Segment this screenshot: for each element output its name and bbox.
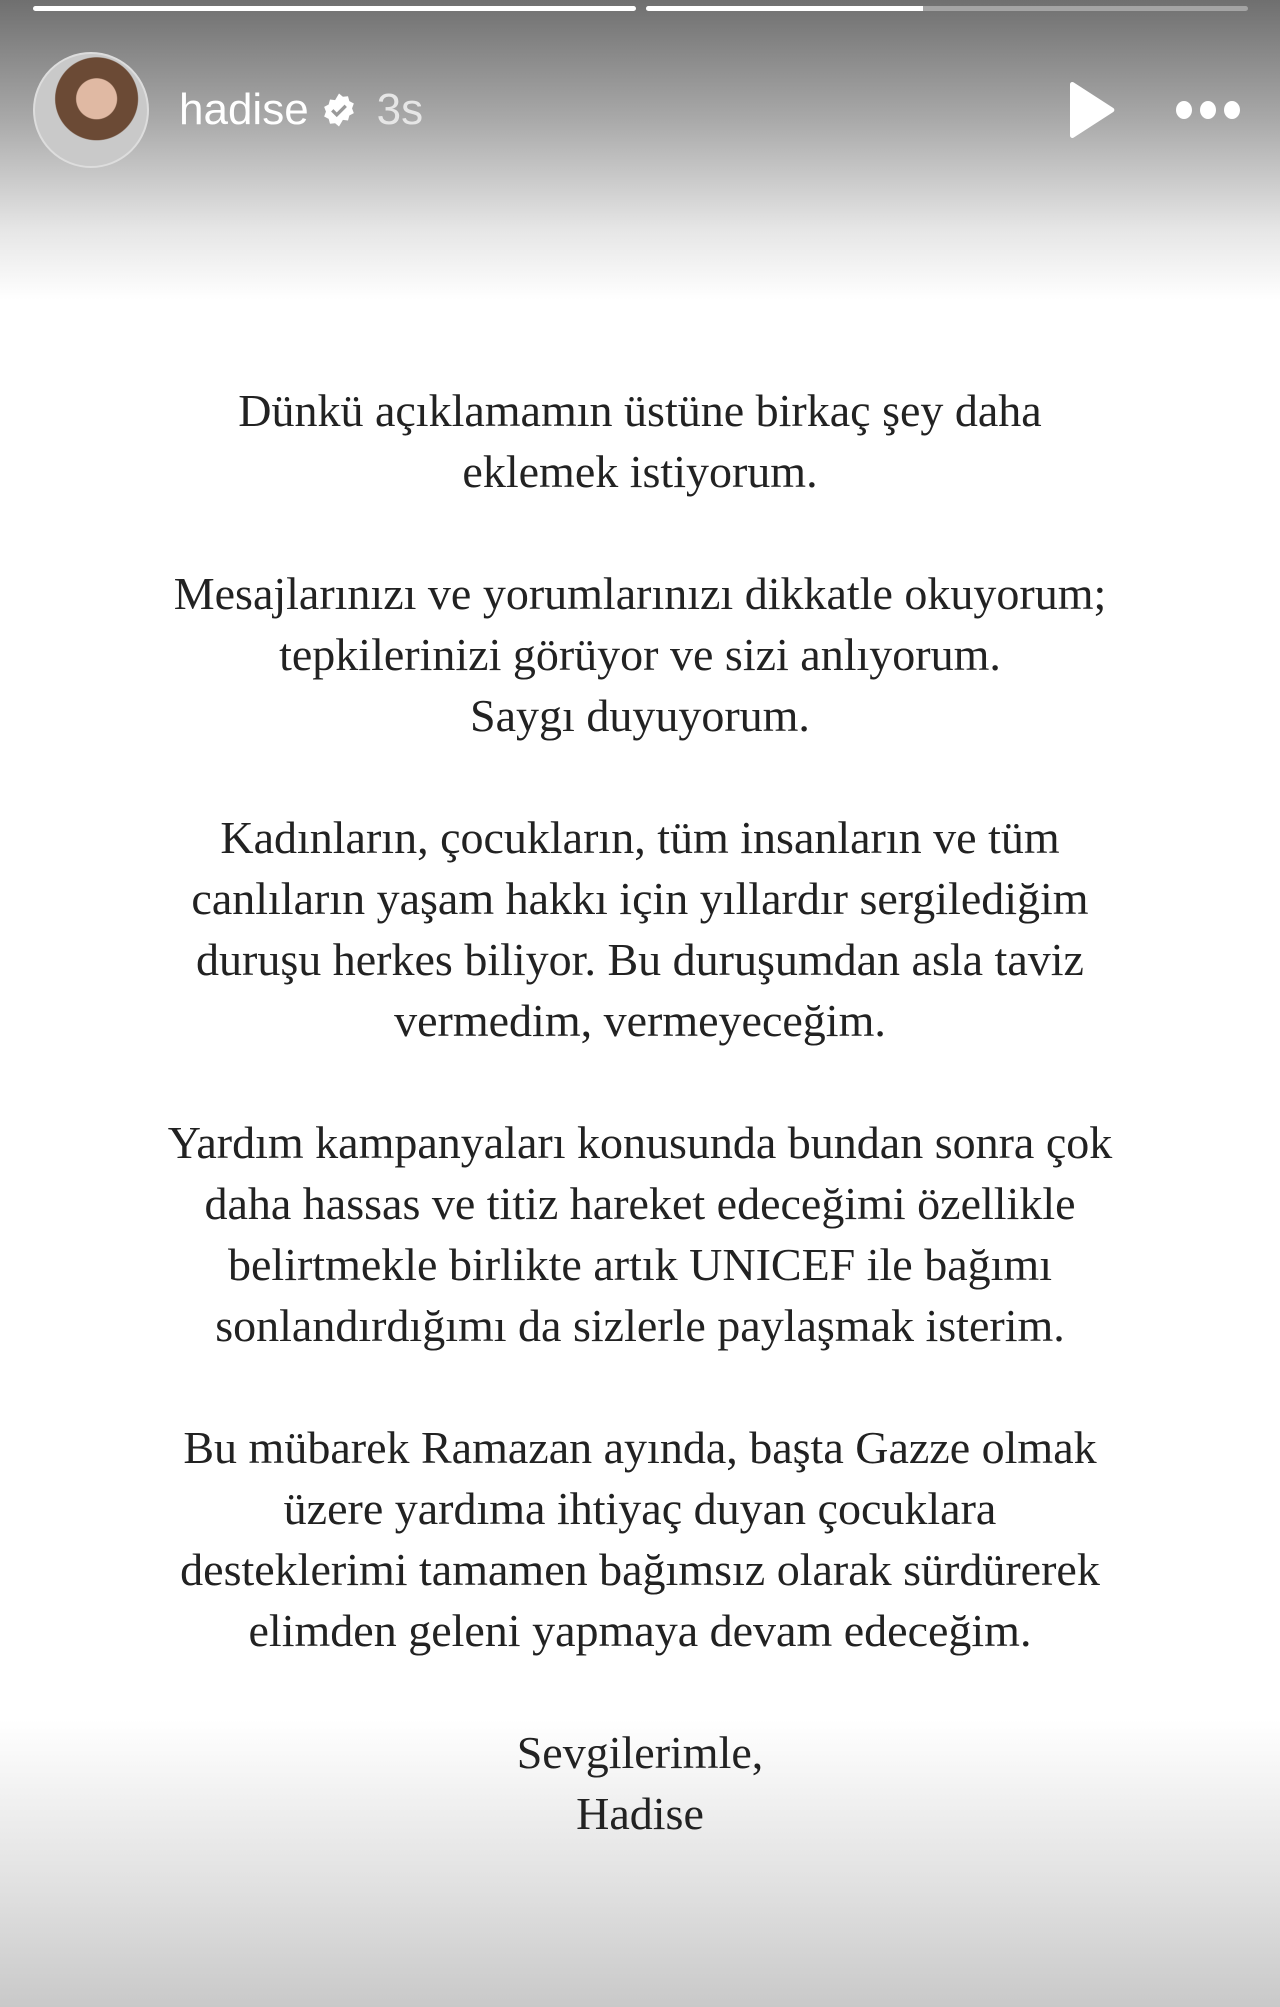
- message-line: belirtmekle birlikte artık UNICEF ile bağımı: [228, 1239, 1052, 1290]
- message-line: Dünkü açıklamamın üstüne birkaç şey daha: [238, 385, 1042, 436]
- message-line: Bu mübarek Ramazan ayında, başta Gazze olmak: [183, 1422, 1097, 1473]
- more-options-icon[interactable]: [1176, 101, 1240, 119]
- message-paragraph: [0, 1112, 1280, 1356]
- message-line: elimden geleni yapmaya devam edeceğim.: [248, 1605, 1032, 1656]
- message-line: Sevgilerimle,: [516, 1727, 764, 1778]
- message-line: eklemek istiyorum.: [462, 446, 818, 497]
- play-icon[interactable]: [1066, 82, 1116, 138]
- message-line: vermedim, vermeyeceğim.: [394, 995, 886, 1046]
- progress-segment: [33, 6, 636, 11]
- message-line: üzere yardıma ihtiyaç duyan çocuklara: [283, 1483, 997, 1534]
- username[interactable]: hadise: [179, 85, 309, 134]
- story-header: [33, 53, 1248, 167]
- message-line: Mesajlarınızı ve yorumlarınızı dikkatle okuyorum;: [173, 568, 1107, 619]
- message-paragraph: [0, 380, 1280, 502]
- progress-segment: [646, 6, 1249, 11]
- signature: [0, 1722, 1280, 1844]
- message-line: duruşu herkes biliyor. Bu duruşumdan asla taviz: [196, 934, 1084, 985]
- message-paragraph: [0, 1417, 1280, 1661]
- verified-badge-icon: [321, 92, 357, 128]
- message-line: Hadise: [576, 1788, 704, 1839]
- message-line: canlıların yaşam hakkı için yıllardır sergilediğim: [191, 873, 1089, 924]
- timestamp: 3s: [376, 85, 424, 134]
- message-line: daha hassas ve titiz hareket edeceğimi özellikle: [204, 1178, 1076, 1229]
- message-paragraph: [0, 807, 1280, 1051]
- message-line: Yardım kampanyaları konusunda bundan sonra çok: [167, 1117, 1113, 1168]
- message-line: Saygı duyuyorum.: [470, 690, 810, 741]
- avatar[interactable]: [33, 52, 149, 168]
- message-line: Kadınların, çocukların, tüm insanların ve tüm: [220, 812, 1060, 863]
- message-paragraph: [0, 563, 1280, 746]
- story-progress-bars: [33, 6, 1248, 12]
- message-line: tepkilerinizi görüyor ve sizi anlıyorum.: [279, 629, 1001, 680]
- message-line: desteklerimi tamamen bağımsız olarak sürdürerek: [180, 1544, 1100, 1595]
- story-message: [0, 380, 1280, 1905]
- message-line: sonlandırdığımı da sizlerle paylaşmak isterim.: [215, 1300, 1065, 1351]
